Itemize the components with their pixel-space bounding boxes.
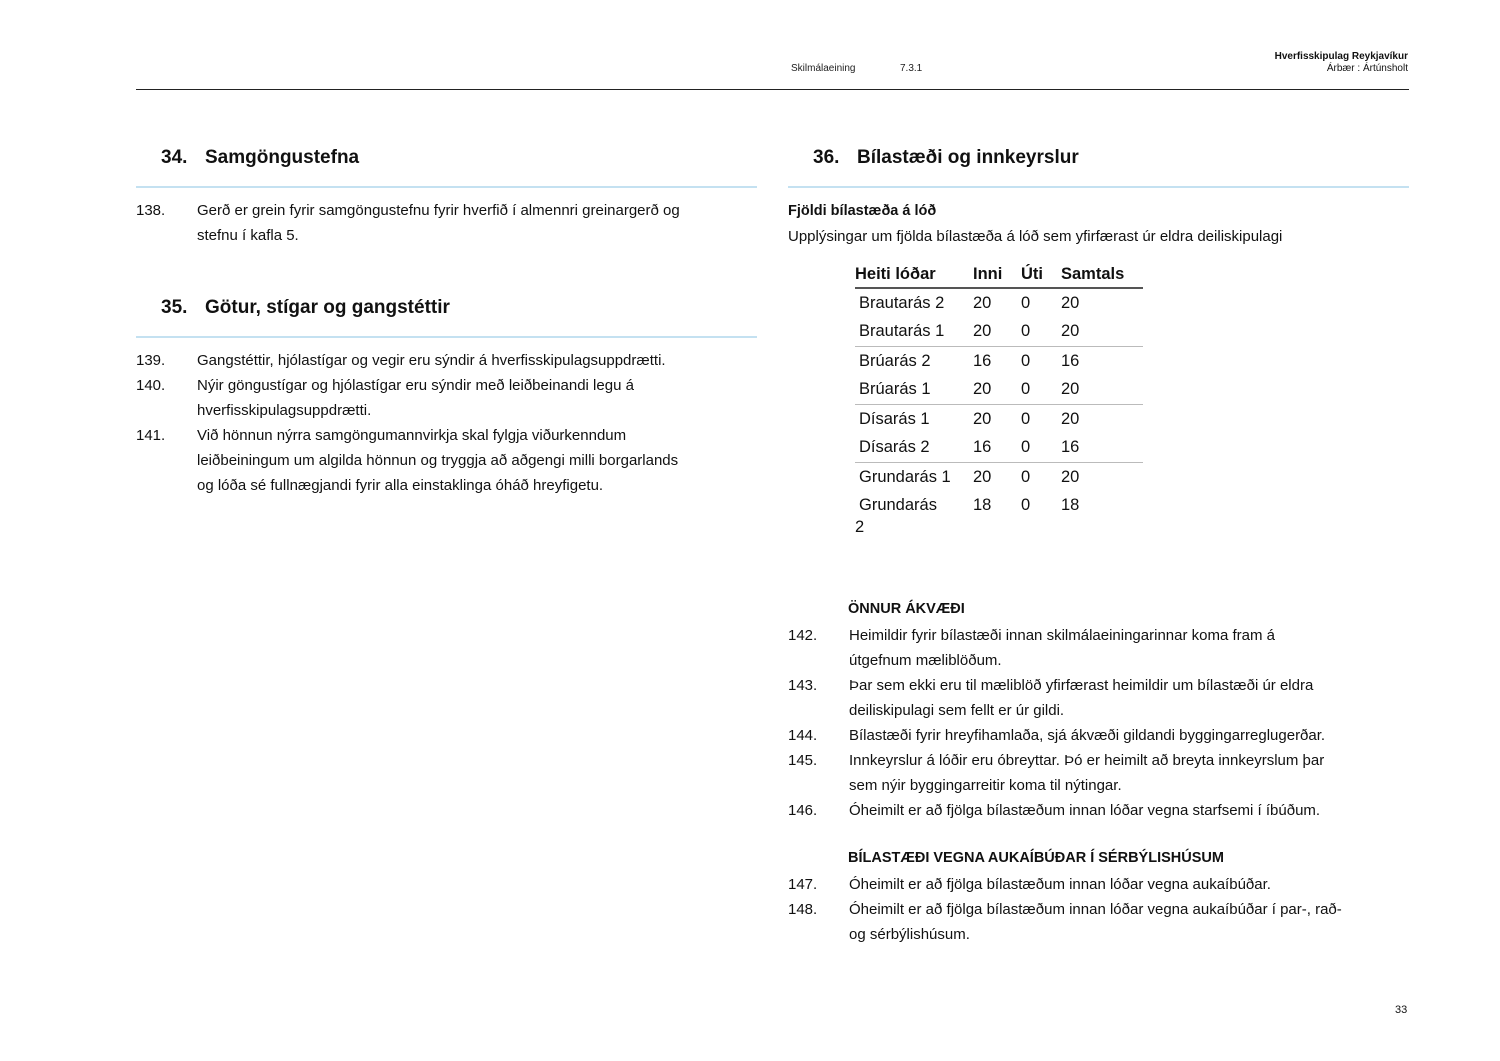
table-row — [855, 463, 1143, 492]
paragraph-item — [136, 423, 757, 498]
section-title-text: Bílastæði og innkeyrslur — [857, 147, 1079, 168]
item-number: 142. — [788, 627, 818, 644]
parking-table — [855, 261, 1143, 520]
item-number: 140. — [136, 377, 166, 394]
column-header: Samtals — [1057, 261, 1143, 288]
cell-name: Brautarás 1 — [855, 318, 969, 347]
cell-uti: 0 — [1021, 467, 1031, 486]
item-text: Við hönnun nýrra samgöngumannvirkja skal fylgja viðurkenndum — [197, 427, 627, 444]
parking-table-wrapper — [855, 261, 1143, 537]
item-number: 147. — [788, 876, 818, 893]
section-34-title — [161, 147, 359, 169]
section-35-items — [136, 348, 757, 498]
cell-name: Brúarás 2 — [859, 351, 931, 370]
section-35-title — [161, 297, 450, 319]
section-number: 36. — [813, 147, 840, 168]
item-number: 148. — [788, 901, 818, 918]
item-text: leiðbeiningum um algilda hönnun og tryggja að aðgengi milli borgarlands — [197, 452, 679, 469]
item-text: sem nýir byggingarreitir koma til nýtingar. — [849, 777, 1122, 794]
column-header: Úti — [1017, 261, 1057, 288]
column-header: Inni — [969, 261, 1017, 288]
cell-samtals: 20 — [1057, 318, 1143, 347]
item-text: Gangstéttir, hjólastígar og vegir eru sýndir á hverfisskipulagsuppdrætti. — [197, 352, 666, 369]
cell-samtals: 18 — [1061, 496, 1080, 515]
cell-samtals: 20 — [1057, 376, 1143, 405]
cell-inni: 20 — [969, 318, 1017, 347]
header-section-label: Skilmálaeining — [791, 63, 856, 74]
cell-samtals: 20 — [1061, 409, 1080, 428]
page-number: 33 — [1395, 1004, 1408, 1016]
cell-samtals: 20 — [1061, 293, 1080, 312]
item-number: 144. — [788, 727, 818, 744]
aux-parking-items — [788, 872, 1409, 947]
table-row — [855, 405, 1143, 434]
cell-name: Grundarás — [859, 496, 937, 515]
item-text: og sérbýlishúsum. — [849, 926, 970, 943]
cell-uti: 0 — [1017, 434, 1057, 463]
table-row — [855, 376, 1143, 405]
section-rule — [788, 186, 1409, 188]
item-number: 139. — [136, 352, 166, 369]
header-divider — [136, 89, 1409, 90]
table-row — [855, 347, 1143, 376]
section-number: 34. — [161, 147, 188, 168]
item-text: stefnu í kafla 5. — [197, 227, 299, 244]
item-text: Óheimilt er að fjölga bílastæðum innan lóðar vegna aukaíbúðar í par-, rað- — [849, 901, 1342, 918]
item-text: Gerð er grein fyrir samgöngustefnu fyrir hverfið í almennri greinargerð og — [197, 202, 680, 219]
cell-inni: 16 — [969, 434, 1017, 463]
cell-inni: 16 — [973, 351, 992, 370]
paragraph-item — [788, 897, 1409, 947]
paragraph-item — [788, 623, 1409, 673]
section-title-text: Götur, stígar og gangstéttir — [205, 297, 450, 318]
cell-inni: 20 — [969, 376, 1017, 405]
intro-text: Upplýsingar um fjölda bílastæða á lóð sem yfirfærast úr eldra deiliskipulagi — [788, 228, 1283, 245]
paragraph-item — [788, 798, 1409, 823]
item-number: 145. — [788, 752, 818, 769]
cell-inni: 20 — [973, 293, 992, 312]
table-row — [855, 318, 1143, 347]
item-text: Þar sem ekki eru til mæliblöð yfirfærast heimildir um bílastæði úr eldra — [849, 677, 1314, 694]
cell-inni: 18 — [973, 496, 992, 515]
document-title: Hverfisskipulag Reykjavíkur — [1274, 51, 1408, 62]
other-provisions-items — [788, 623, 1409, 823]
cell-inni: 20 — [973, 409, 992, 428]
aux-parking-heading: BÍLASTÆÐI VEGNA AUKAÍBÚÐAR Í SÉRBÝLISHÚSUM — [848, 850, 1224, 866]
paragraph-item — [788, 673, 1409, 723]
item-text: Óheimilt er að fjölga bílastæðum innan lóðar vegna aukaíbúðar. — [849, 876, 1271, 893]
paragraph-item — [788, 748, 1409, 798]
item-number: 143. — [788, 677, 818, 694]
cell-samtals: 20 — [1061, 467, 1080, 486]
paragraph-item — [136, 373, 757, 423]
item-text: og lóða sé fullnægjandi fyrir alla einstaklinga óháð hreyfigetu. — [197, 477, 604, 494]
cell-samtals: 16 — [1057, 434, 1143, 463]
cell-uti: 0 — [1021, 293, 1031, 312]
item-text: útgefnum mæliblöðum. — [849, 652, 1002, 669]
item-number: 141. — [136, 427, 166, 444]
table-row — [855, 492, 1143, 521]
paragraph-item — [136, 198, 757, 248]
item-text: hverfisskipulagsuppdrætti. — [197, 402, 372, 419]
item-text: deiliskipulagi sem fellt er úr gildi. — [849, 702, 1065, 719]
header-document-title — [1275, 51, 1408, 75]
document-subtitle: Árbær : Ártúnsholt — [1326, 63, 1408, 74]
cell-name: Dísarás 1 — [859, 409, 930, 428]
cell-samtals: 16 — [1061, 351, 1080, 370]
table-row — [855, 434, 1143, 463]
paragraph-item — [788, 723, 1409, 748]
item-text: Bílastæði fyrir hreyfihamlaða, sjá ákvæði gildandi byggingarreglugerðar. — [849, 727, 1326, 744]
cell-uti: 0 — [1021, 351, 1031, 370]
other-provisions-heading: ÖNNUR ÁKVÆÐI — [848, 601, 965, 617]
section-34-items — [136, 198, 757, 248]
item-number: 138. — [136, 202, 166, 219]
cell-name: Brautarás 2 — [859, 293, 945, 312]
cell-uti: 0 — [1017, 376, 1057, 405]
item-number: 146. — [788, 802, 818, 819]
paragraph-item — [136, 348, 757, 373]
cell-name: Brúarás 1 — [855, 376, 969, 405]
section-rule — [136, 186, 757, 188]
section-title-text: Samgöngustefna — [205, 147, 360, 168]
section-36-title — [813, 147, 1079, 169]
table-row — [855, 288, 1143, 318]
cell-name: Dísarás 2 — [855, 434, 969, 463]
subheading-parking-count: Fjöldi bílastæða á lóð — [788, 203, 937, 219]
cell-name: Grundarás 1 — [859, 467, 951, 486]
cell-uti: 0 — [1021, 496, 1031, 515]
item-text: Nýir göngustígar og hjólastígar eru sýndir með leiðbeinandi legu á — [197, 377, 634, 394]
column-header: Heiti lóðar — [855, 261, 969, 288]
section-number: 35. — [161, 297, 188, 318]
section-rule — [136, 336, 757, 338]
cell-name-wrap: 2 — [855, 518, 865, 536]
item-text: Innkeyrslur á lóðir eru óbreyttar. Þó er heimilt að breyta innkeyrslum þar — [849, 752, 1325, 769]
cell-uti: 0 — [1021, 409, 1031, 428]
cell-uti: 0 — [1017, 318, 1057, 347]
table-header-row — [855, 261, 1143, 288]
header-section-number: 7.3.1 — [900, 63, 923, 74]
item-text: Heimildir fyrir bílastæði innan skilmálaeiningarinnar koma fram á — [849, 627, 1275, 644]
item-text: Óheimilt er að fjölga bílastæðum innan lóðar vegna starfsemi í íbúðum. — [849, 802, 1321, 819]
cell-inni: 20 — [973, 467, 992, 486]
paragraph-item — [788, 872, 1409, 897]
